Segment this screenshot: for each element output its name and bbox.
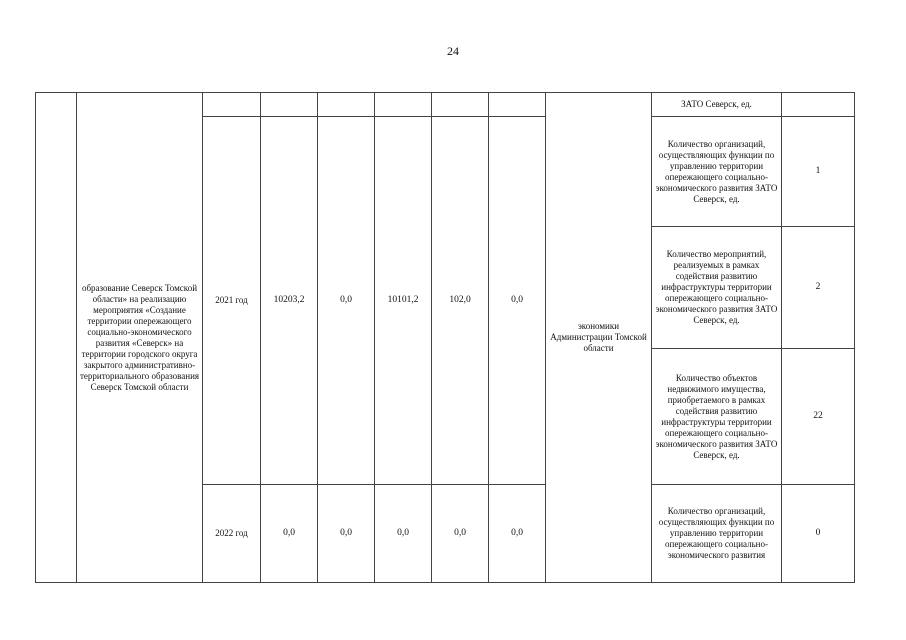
table-row xyxy=(36,93,855,117)
indicator-cell: Количество объектов недвижимого имущества, приобретаемого в рамках содействия развитию инфраструктуры территории опережающего социально-экономического развития ЗАТО Северск, ед. xyxy=(652,349,782,485)
program-table xyxy=(35,92,855,583)
empty-cell xyxy=(318,93,375,117)
value-total: 0,0 xyxy=(261,485,318,583)
value-total: 10203,2 xyxy=(261,117,318,485)
indicator-cell: Количество мероприятий, реализуемых в рамках содействия развитию инфраструктуры территории опережающего социально-экономического развития ЗАТО Северск, ед. xyxy=(652,227,782,349)
indicator-value: 0 xyxy=(782,485,855,583)
value-local: 0,0 xyxy=(432,485,489,583)
value-federal: 0,0 xyxy=(318,485,375,583)
value-local: 102,0 xyxy=(432,117,489,485)
executor-cell: экономики Администрации Томской области xyxy=(546,93,652,583)
indicator-cell: Количество организаций, осуществляющих функции по управлению территории опережающего социально-экономического развития ЗАТО Северск, ед. xyxy=(652,117,782,227)
indicator-value: 2 xyxy=(782,227,855,349)
measure-description: образование Северск Томской области» на реализацию мероприятия «Создание территории опережающего социально-экономического развития «Северск» на территории городского округа закрытого административно-территориального образования Северск Томской области xyxy=(77,93,203,583)
indicator-value: 1 xyxy=(782,117,855,227)
page-number: 24 xyxy=(447,44,459,58)
empty-cell xyxy=(432,93,489,117)
number-cell xyxy=(36,93,77,583)
indicator-value xyxy=(782,93,855,117)
year-cell: 2022 год xyxy=(203,485,261,583)
value-other: 0,0 xyxy=(489,117,546,485)
empty-cell xyxy=(489,93,546,117)
indicator-cell: Количество организаций, осуществляющих функции по управлению территории опережающего социально-экономического развития xyxy=(652,485,782,583)
empty-cell xyxy=(203,93,261,117)
value-regional: 10101,2 xyxy=(375,117,432,485)
year-cell: 2021 год xyxy=(203,117,261,485)
value-federal: 0,0 xyxy=(318,117,375,485)
empty-cell xyxy=(375,93,432,117)
value-regional: 0,0 xyxy=(375,485,432,583)
indicator-value: 22 xyxy=(782,349,855,485)
indicator-cell: ЗАТО Северск, ед. xyxy=(652,93,782,117)
empty-cell xyxy=(261,93,318,117)
value-other: 0,0 xyxy=(489,485,546,583)
